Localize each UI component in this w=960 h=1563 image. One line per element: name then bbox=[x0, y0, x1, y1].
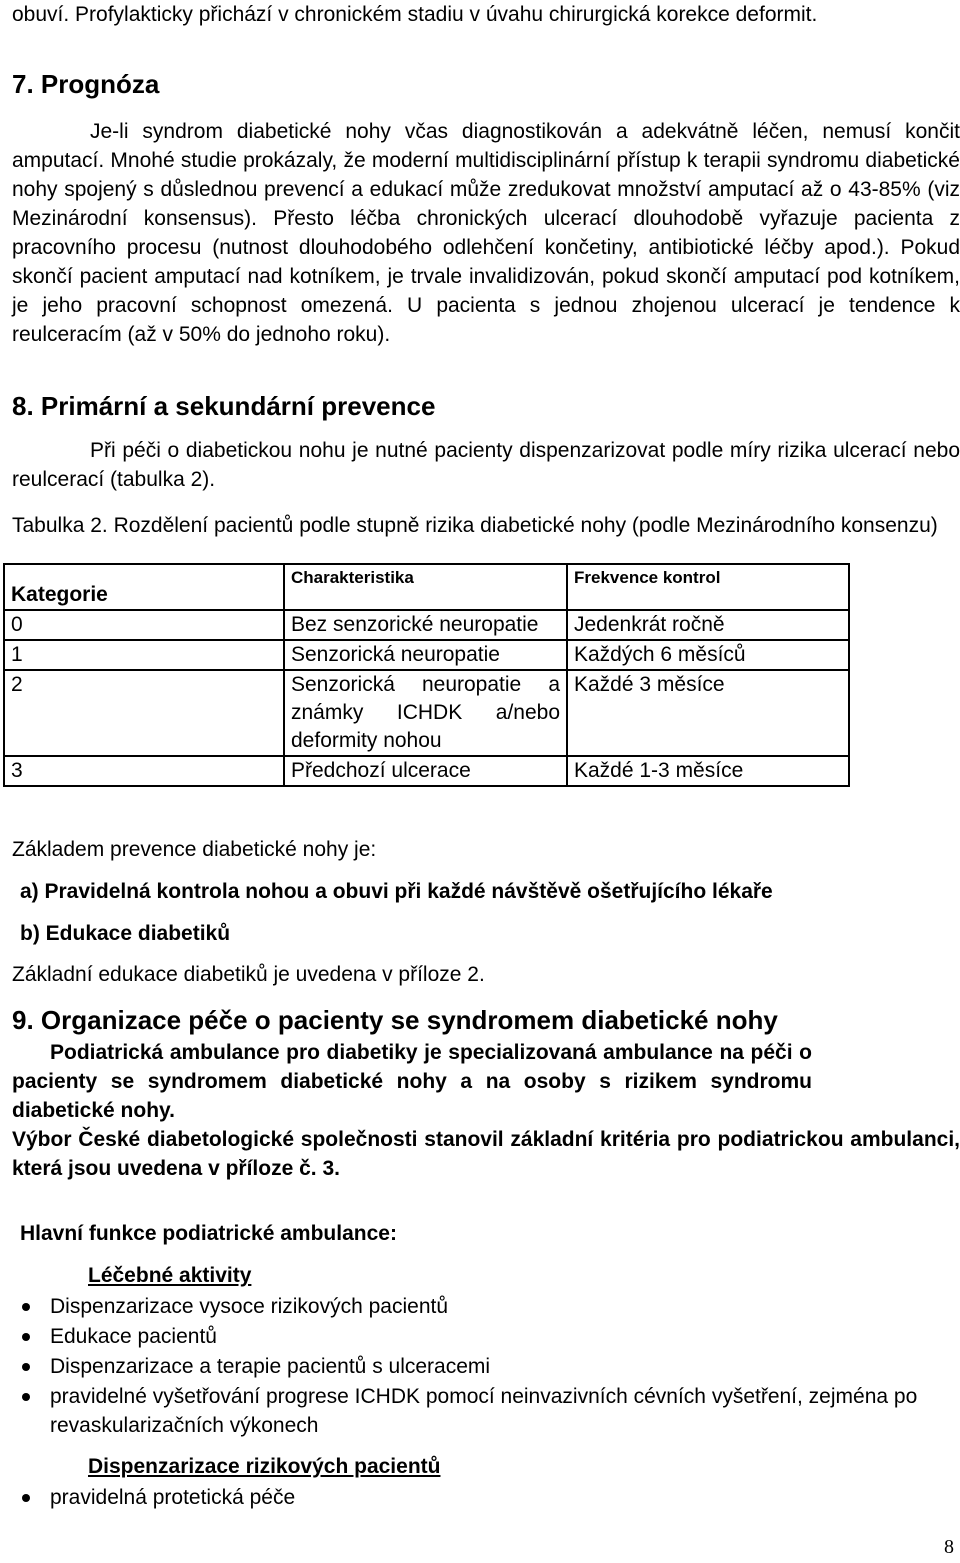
list-item bbox=[12, 1382, 960, 1440]
table-cell: Jedenkrát ročně bbox=[567, 610, 849, 640]
list-item bbox=[12, 1322, 960, 1352]
risk-heading: Dispenzarizace rizikových pacientů bbox=[88, 1455, 441, 1478]
table-header-cell: Frekvence kontrol bbox=[567, 564, 849, 610]
table-cell: 0 bbox=[4, 610, 284, 640]
table-cell: 2 bbox=[4, 670, 284, 756]
section-7-heading: 7. Prognóza bbox=[12, 69, 160, 99]
section-8-heading: 8. Primární a sekundární prevence bbox=[12, 391, 436, 421]
table-cell: Předchozí ulcerace bbox=[284, 756, 567, 786]
prevention-point-a: a) Pravidelná kontrola nohou a obuvi při každé návštěvě ošetřujícího lékaře bbox=[20, 880, 773, 903]
treatment-heading: Léčebné aktivity bbox=[88, 1264, 252, 1287]
section-9 bbox=[12, 1004, 960, 1513]
education-note: Základní edukace diabetiků je uvedena v příloze 2. bbox=[12, 963, 485, 986]
prevention-basics bbox=[12, 835, 960, 989]
prevention-point-b: b) Edukace diabetiků bbox=[20, 922, 231, 945]
list-item bbox=[12, 1352, 960, 1382]
functions-heading: Hlavní funkce podiatrické ambulance: bbox=[20, 1222, 397, 1245]
list-item bbox=[12, 1483, 960, 1513]
table-cell: 1 bbox=[4, 640, 284, 670]
list-item-text: Edukace pacientů bbox=[50, 1325, 217, 1348]
intro-text bbox=[12, 0, 960, 29]
table-cell: Senzorická neuropatie a známky ICHDK a/nebo deformity nohou bbox=[284, 670, 567, 756]
table-cell: Každých 6 měsíců bbox=[567, 640, 849, 670]
table-cell: Senzorická neuropatie bbox=[284, 640, 567, 670]
table-cell: Každé 3 měsíce bbox=[567, 670, 849, 756]
list-item-text: pravidelná protetická péče bbox=[50, 1486, 296, 1509]
list-item bbox=[12, 1292, 960, 1322]
intro-paragraph: obuví. Profylakticky přichází v chronickém stadiu v úvahu chirurgická korekce deformit. bbox=[12, 3, 818, 26]
section-9-paragraph-1: Podiatrická ambulance pro diabetiky je specializovaná ambulance na péči o pacienty se syndromem diabetické nohy a na osoby s rizikem syndromu diabetické nohy. bbox=[12, 1041, 812, 1122]
bullet-icon bbox=[22, 1363, 30, 1371]
section-9-paragraph-2: Výbor České diabetologické společnosti stanovil základní kritéria pro podiatrickou ambulanci, která jsou uvedena v příloze č. 3. bbox=[12, 1128, 960, 1180]
bullet-icon bbox=[22, 1393, 30, 1401]
section-8 bbox=[12, 390, 960, 540]
table-row bbox=[4, 670, 849, 756]
table-cell: Bez senzorické neuropatie bbox=[284, 610, 567, 640]
table-row bbox=[4, 640, 849, 670]
bullet-icon bbox=[22, 1303, 30, 1311]
table-header-row bbox=[4, 564, 849, 610]
table-header-cell: Kategorie bbox=[4, 564, 284, 610]
section-7 bbox=[12, 68, 960, 349]
bullet-icon bbox=[22, 1494, 30, 1502]
table-header-cell: Charakteristika bbox=[284, 564, 567, 610]
prevention-intro: Základem prevence diabetické nohy je: bbox=[12, 838, 377, 861]
list-item-text: Dispenzarizace a terapie pacientů s ulceracemi bbox=[50, 1355, 491, 1378]
risk-list bbox=[12, 1483, 960, 1513]
table-cell: 3 bbox=[4, 756, 284, 786]
table-row bbox=[4, 756, 849, 786]
list-item-text: pravidelné vyšetřování progrese ICHDK pomocí neinvazivních cévních vyšetření, zejména po revaskularizačních výkonech bbox=[50, 1385, 918, 1437]
list-item-text: Dispenzarizace vysoce rizikových pacientů bbox=[50, 1295, 449, 1318]
table-row bbox=[4, 610, 849, 640]
treatment-list bbox=[12, 1292, 960, 1440]
risk-table bbox=[3, 563, 850, 787]
table-caption: Tabulka 2. Rozdělení pacientů podle stupně rizika diabetické nohy (podle Mezinárodního konsenzu) bbox=[12, 514, 938, 537]
page-number: 8 bbox=[944, 1536, 954, 1558]
section-8-paragraph: Při péči o diabetickou nohu je nutné pacienty dispenzarizovat podle míry rizika ulcerací nebo reulcerací (tabulka 2). bbox=[12, 439, 960, 491]
bullet-icon bbox=[22, 1333, 30, 1341]
section-9-heading: 9. Organizace péče o pacienty se syndromem diabetické nohy bbox=[12, 1005, 778, 1035]
section-7-paragraph: Je-li syndrom diabetické nohy včas diagnostikován a adekvátně léčen, nemusí končit amputací. Mnohé studie prokázaly, že moderní multidisciplinární přístup k terapii syndromu diabetické nohy spojený s důslednou prevencí a edukací může zredukovat množství amputací až o 43-85% (viz Mezinárodní konsensus). Přesto léčba chronických ulcerací dlouhodobě vyřazuje pacienta z pracovního procesu (nutnost dlouhodobého odlehčení končetiny, antibiotické léčby apod.). Pokud skončí pacient amputací nad kotníkem, je trvale invalidizován, pokud skončí amputací pod kotníkem, je jeho pracovní schopnost omezená. U pacienta s jednou zhojenou ulcerací je tendence k reulceracím (až v 50% do jednoho roku). bbox=[12, 120, 960, 346]
table-cell: Každé 1-3 měsíce bbox=[567, 756, 849, 786]
